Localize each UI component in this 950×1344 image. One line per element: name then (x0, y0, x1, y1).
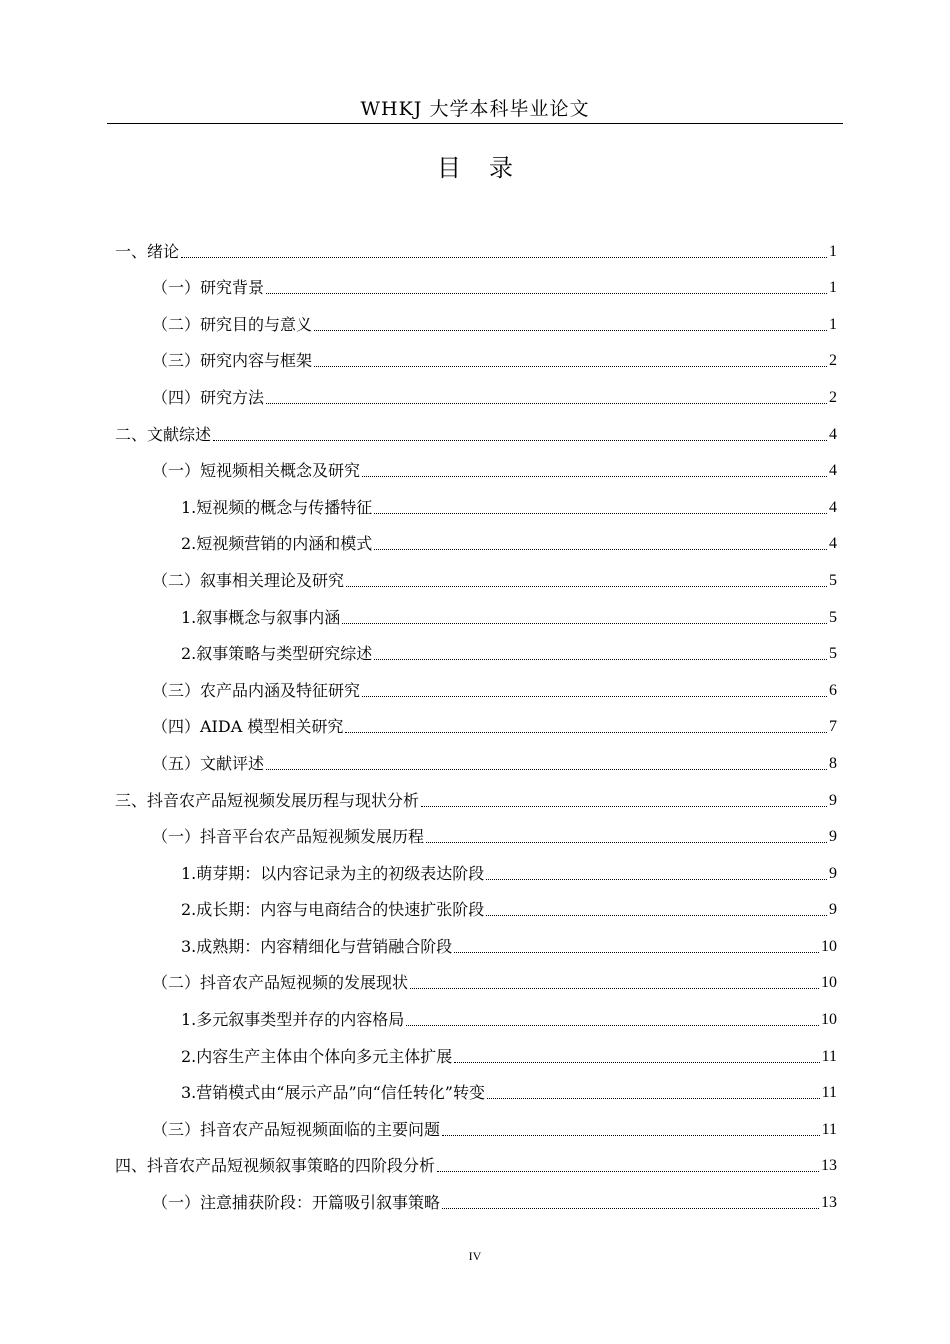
dot-leader (486, 879, 827, 880)
toc-entry-page: 10 (821, 1011, 837, 1029)
toc-entry-label: （一）短视频相关概念及研究 (152, 461, 361, 481)
toc-entry[interactable] (115, 812, 837, 849)
toc-entry-page: 7 (829, 718, 837, 736)
toc-entry-label: （四）研究方法 (152, 387, 265, 407)
toc-entry-label: 三、抖音农产品短视频发展历程与现状分析 (115, 790, 420, 810)
toc-entry[interactable] (115, 921, 837, 958)
toc-entry[interactable] (115, 702, 837, 739)
toc-entry-label: （二）抖音农产品短视频的发展现状 (152, 973, 409, 993)
toc-entry-label: （三）研究内容与框架 (152, 351, 313, 371)
toc-entry[interactable] (115, 848, 837, 885)
toc-entry-page: 5 (829, 608, 837, 626)
toc-entry-page: 2 (829, 352, 837, 370)
toc-entry-page: 6 (829, 681, 837, 699)
toc-entry-label: （一）注意捕获阶段：开篇吸引叙事策略 (152, 1193, 441, 1213)
header-rule (107, 123, 843, 124)
dot-leader (213, 440, 827, 441)
toc-entry[interactable] (115, 1141, 837, 1178)
toc-entry-label: 1.叙事概念与叙事内涵 (181, 607, 341, 627)
toc-entry-page: 11 (821, 1084, 837, 1102)
toc-entry-page: 9 (829, 791, 837, 809)
dot-leader (374, 513, 827, 514)
toc-entry[interactable] (115, 482, 837, 519)
dot-leader (346, 586, 827, 587)
toc-entry-page: 2 (829, 388, 837, 406)
toc-entry-label: （三）农产品内涵及特征研究 (152, 680, 361, 700)
toc-entry[interactable] (115, 738, 837, 775)
toc-entry-label: （五）文献评述 (152, 753, 265, 773)
dot-leader (181, 257, 827, 258)
toc-entry-label: （四）AIDA 模型相关研究 (152, 717, 344, 737)
toc-entry-label: （二）研究目的与意义 (152, 314, 313, 334)
toc-entry-label: 1.多元叙事类型并存的内容格局 (181, 1010, 405, 1030)
dot-leader (362, 696, 827, 697)
toc-entry-label: 一、绪论 (115, 241, 180, 261)
dot-leader (410, 988, 819, 989)
dot-leader (442, 1208, 819, 1209)
toc-entry-page: 1 (829, 315, 837, 333)
toc-entry[interactable] (115, 1031, 837, 1068)
dot-leader (454, 1062, 819, 1063)
dot-leader (421, 806, 827, 807)
toc-entry-page: 9 (829, 901, 837, 919)
toc-entry[interactable] (115, 299, 837, 336)
dot-leader (266, 769, 827, 770)
toc-entry[interactable] (115, 629, 837, 666)
toc-entry[interactable] (115, 336, 837, 373)
toc-entry-label: 3.成熟期：内容精细化与营销融合阶段 (181, 936, 453, 956)
toc-entry-page: 13 (821, 1157, 837, 1175)
toc-entry[interactable] (115, 1068, 837, 1105)
dot-leader (342, 623, 827, 624)
toc-entry[interactable] (115, 592, 837, 629)
toc-entry-page: 4 (829, 425, 837, 443)
toc-entry[interactable] (115, 519, 837, 556)
toc-entry-label: 二、文献综述 (115, 424, 212, 444)
dot-leader (314, 330, 827, 331)
dot-leader (426, 842, 827, 843)
toc-entry-page: 9 (829, 864, 837, 882)
toc-entry-page: 4 (829, 498, 837, 516)
toc-entry[interactable] (115, 226, 837, 263)
running-header: WHKJ 大学本科毕业论文 (360, 98, 590, 120)
toc-entry[interactable] (115, 885, 837, 922)
toc-entry-label: （一）研究背景 (152, 278, 265, 298)
dot-leader (345, 732, 827, 733)
toc-entry-label: （三）抖音农产品短视频面临的主要问题 (152, 1119, 441, 1139)
toc-entry[interactable] (115, 665, 837, 702)
toc-title: 目录 (437, 154, 541, 182)
toc-entry-page: 5 (829, 645, 837, 663)
toc-entry-label: 2.内容生产主体由个体向多元主体扩展 (181, 1046, 453, 1066)
toc-entry[interactable] (115, 263, 837, 300)
toc-entry[interactable] (115, 372, 837, 409)
toc-entry-page: 13 (821, 1194, 837, 1212)
toc-entry[interactable] (115, 446, 837, 483)
toc-entry[interactable] (115, 1177, 837, 1214)
toc-entry-label: （二）叙事相关理论及研究 (152, 570, 345, 590)
page-number: IV (468, 1249, 482, 1263)
toc-entry[interactable] (115, 555, 837, 592)
toc-entry-page: 1 (829, 279, 837, 297)
toc-entry-page: 8 (829, 754, 837, 772)
toc-entry-page: 11 (821, 1120, 837, 1138)
toc-entry[interactable] (115, 1104, 837, 1141)
toc-entry-label: 1.短视频的概念与传播特征 (181, 497, 373, 517)
dot-leader (437, 1171, 819, 1172)
dot-leader (454, 952, 819, 953)
dot-leader (374, 549, 827, 550)
toc-entry-label: 3.营销模式由“展示产品”向“信任转化”转变 (181, 1083, 485, 1103)
toc-entry-label: （一）抖音平台农产品短视频发展历程 (152, 827, 425, 847)
toc-entry-page: 10 (821, 937, 837, 955)
toc-entry-page: 10 (821, 974, 837, 992)
toc-entry-page: 11 (821, 1047, 837, 1065)
toc-entry-label: 四、抖音农产品短视频叙事策略的四阶段分析 (115, 1156, 436, 1176)
dot-leader (266, 403, 827, 404)
toc-entry[interactable] (115, 775, 837, 812)
toc-entry[interactable] (115, 409, 837, 446)
toc-entry-label: 2.叙事策略与类型研究综述 (181, 644, 373, 664)
dot-leader (406, 1025, 819, 1026)
dot-leader (374, 659, 827, 660)
toc-entry[interactable] (115, 958, 837, 995)
toc-entry-label: 1.萌芽期：以内容记录为主的初级表达阶段 (181, 863, 485, 883)
dot-leader (362, 476, 827, 477)
toc-entry-label: 2.短视频营销的内涵和模式 (181, 534, 373, 554)
toc-entry-page: 4 (829, 462, 837, 480)
table-of-contents (115, 226, 837, 1214)
dot-leader (442, 1135, 820, 1136)
toc-entry-page: 5 (829, 571, 837, 589)
toc-entry-page: 9 (829, 828, 837, 846)
toc-entry[interactable] (115, 994, 837, 1031)
dot-leader (486, 915, 827, 916)
toc-entry-label: 2.成长期：内容与电商结合的快速扩张阶段 (181, 900, 485, 920)
dot-leader (487, 1098, 820, 1099)
dot-leader (314, 366, 827, 367)
toc-entry-page: 4 (829, 535, 837, 553)
toc-entry-page: 1 (829, 242, 837, 260)
dot-leader (266, 293, 827, 294)
